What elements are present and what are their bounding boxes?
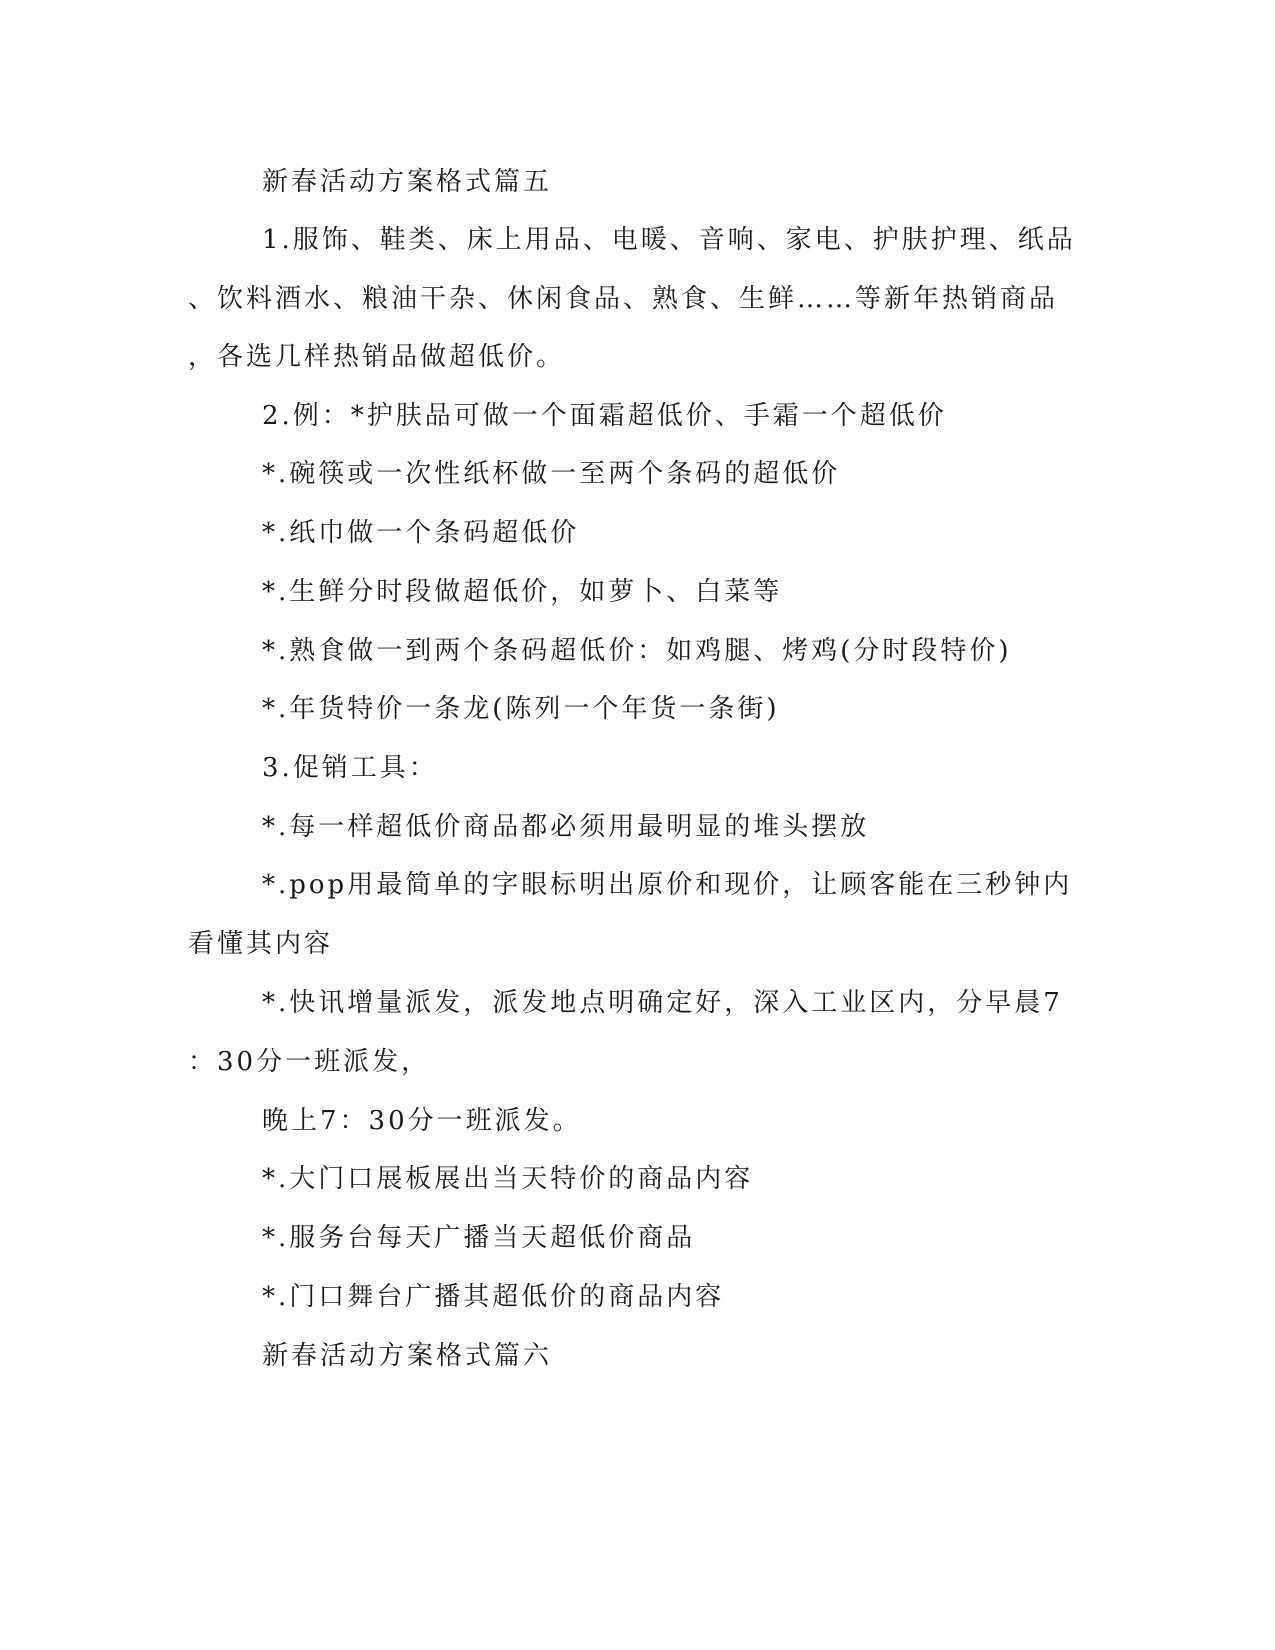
paragraph-line: *.pop用最简单的字眼标明出原价和现价，让顾客能在三秒钟内: [262, 870, 1073, 900]
paragraph-line: *.年货特价一条龙(陈列一个年货一条街): [262, 694, 780, 724]
paragraph-line: *.门口舞台广播其超低价的商品内容: [262, 1282, 725, 1312]
paragraph-line: *.每一样超低价商品都必须用最明显的堆头摆放: [262, 812, 870, 842]
paragraph-line: ：30分一班派发，: [188, 1047, 431, 1077]
paragraph-line: ，各选几样热销品做超低价。: [188, 342, 566, 372]
paragraph-line: *.纸巾做一个条码超低价: [262, 518, 580, 548]
paragraph-line: 2.例：*护肤品可做一个面霜超低价、手霜一个超低价: [262, 401, 947, 431]
paragraph-line: *.熟食做一到两个条码超低价：如鸡腿、烤鸡(分时段特价): [262, 636, 1012, 666]
paragraph-line: 晚上7：30分一班派发。: [262, 1106, 582, 1136]
paragraph-line: *.快讯增量派发，派发地点明确定好，深入工业区内，分早晨7: [262, 988, 1063, 1018]
paragraph-line: *.大门口展板展出当天特价的商品内容: [262, 1164, 754, 1194]
paragraph-line: *.生鲜分时段做超低价，如萝卜、白菜等: [262, 577, 783, 607]
paragraph-line: 1.服饰、鞋类、床上用品、电暖、音响、家电、护肤护理、纸品: [262, 225, 1076, 255]
section-heading-6: 新春活动方案格式篇六: [262, 1341, 553, 1371]
paragraph-line: *.碗筷或一次性纸杯做一至两个条码的超低价: [262, 459, 841, 489]
paragraph-line: *.服务台每天广播当天超低价商品: [262, 1223, 696, 1253]
paragraph-line: 、饮料酒水、粮油干杂、休闲食品、熟食、生鲜……等新年热销商品: [188, 284, 1059, 314]
section-heading-5: 新春活动方案格式篇五: [262, 167, 553, 197]
paragraph-line: 看懂其内容: [188, 929, 334, 959]
paragraph-line: 3.促销工具：: [262, 753, 438, 783]
